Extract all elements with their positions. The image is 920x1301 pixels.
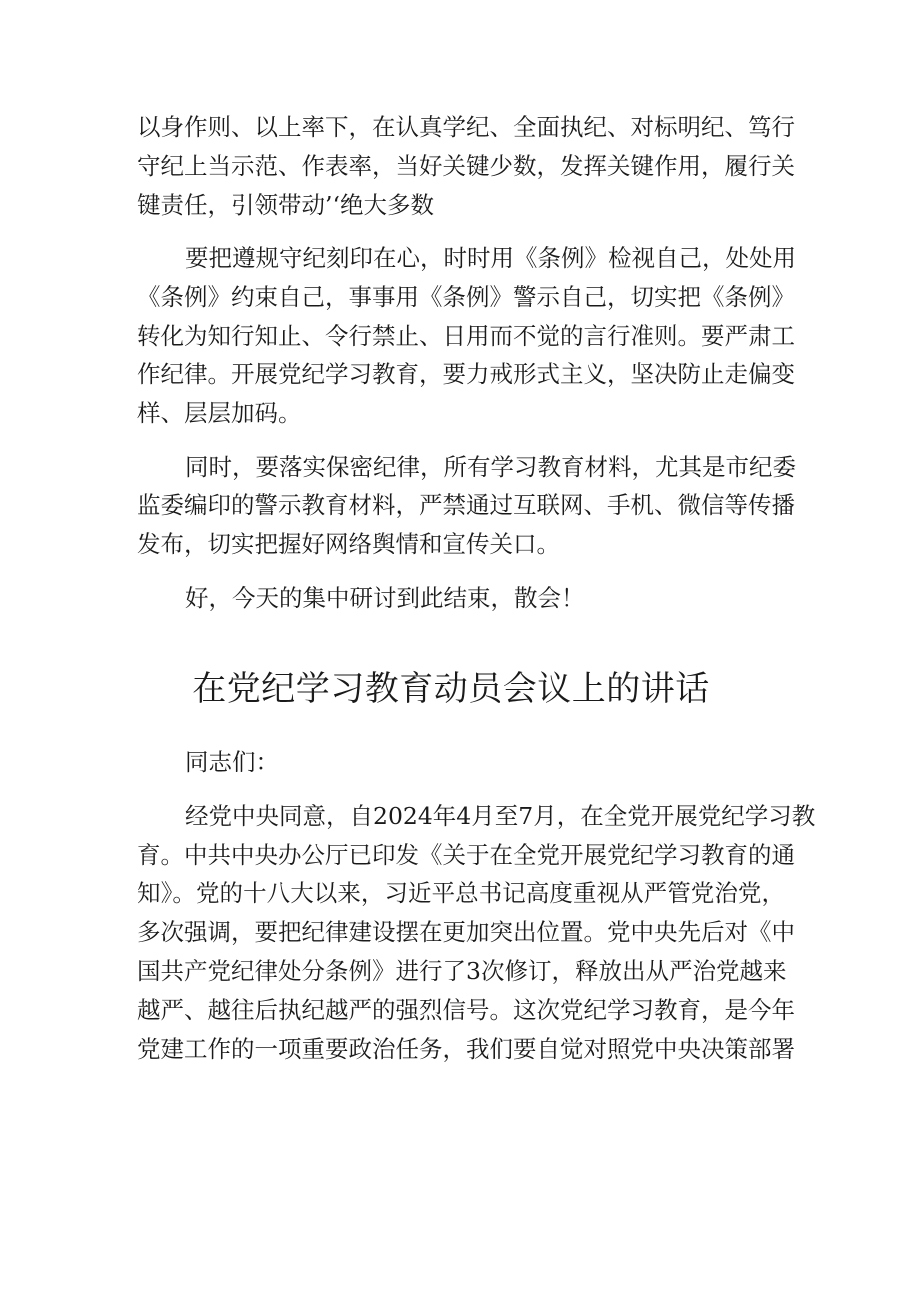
text-line: 同时，要落实保密纪律，所有学习教育材料，尤其是市纪委 (185, 452, 796, 481)
text-line: 《条例》约束自己，事事用《条例》警示自己，切实把《条例》 (137, 282, 795, 311)
text-line: 发布，切实把握好网络舆情和宣传关口。 (137, 530, 560, 559)
text-line: 作纪律。开展党纪学习教育，要力戒形式主义，坚决防止走偏变 (137, 360, 795, 389)
salutation (137, 743, 785, 782)
text-line: 守纪上当示范、作表率，当好关键少数，发挥关键作用，履行关 (137, 151, 795, 180)
text-line: 样、层层加码。 (137, 399, 302, 428)
speech-title: 在党纪学习教育动员会议上的讲话 (192, 669, 710, 710)
text-line: 同志们： (185, 748, 279, 777)
paragraph-main (137, 797, 816, 1069)
text-line: 转化为知行知止、令行禁止、日用而不觉的言行准则。要严肃工 (137, 321, 795, 350)
text-line: 育。中共中央办公厅已印发《关于在全党开展党纪学习教育的通 (137, 840, 795, 869)
text-line: 监委编印的警示教育材料，严禁通过互联网、手机、微信等传播 (137, 491, 795, 520)
text-line: 党建工作的一项重要政治任务，我们要自觉对照党中央决策部署 (137, 1034, 795, 1063)
text-line: 知》。党的十八大以来，习近平总书记高度重视从严管党治党， (137, 879, 785, 908)
paragraph-3 (137, 448, 796, 564)
text-line: 经党中央同意，自2024年4月至7月，在全党开展党纪学习教 (185, 801, 816, 830)
text-line: 国共产党纪律处分条例》进行了3次修订，释放出从严治党越来 (137, 956, 787, 985)
text-line: 以身作则、以上率下，在认真学纪、全面执纪、对标明纪、笃行 (137, 113, 795, 141)
text-line: 键责任，引领带动’‘绝大多数 (137, 190, 434, 219)
text-line: 要把遵规守纪刻印在心，时时用《条例》检视自己，处处用 (185, 243, 796, 272)
document-page (137, 108, 816, 1068)
text-line: 越严、越往后执纪越严的强烈信号。这次党纪学习教育，是今年 (137, 995, 795, 1024)
text-line: 好，今天的集中研讨到此结束，散会！ (185, 583, 585, 612)
paragraph-closing (137, 579, 785, 618)
paragraph-1 (137, 108, 795, 224)
text-line: 多次强调，要把纪律建设摆在更加突出位置。党中央先后对《中 (137, 918, 795, 947)
paragraph-2 (137, 239, 796, 433)
